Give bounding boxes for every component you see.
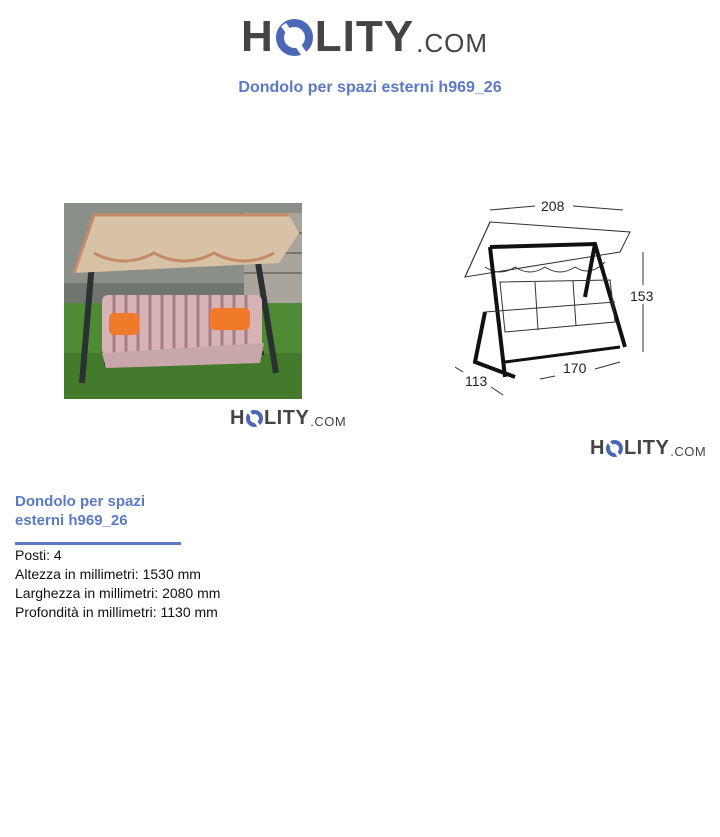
logo-suffix: .COM xyxy=(670,443,707,459)
spec-list xyxy=(15,546,220,622)
logo-suffix: .COM xyxy=(310,413,347,429)
title-divider xyxy=(15,542,181,545)
spec-label: Posti: xyxy=(15,547,54,563)
spec-label: Larghezza in millimetri: xyxy=(15,585,163,601)
spec-value: 2080 mm xyxy=(162,585,221,601)
holity-logo[interactable] xyxy=(241,12,488,62)
product-title-line2: esterni h969_26 xyxy=(15,512,128,529)
spec-label: Profondità in millimetri: xyxy=(15,604,161,620)
spec-value: 1130 mm xyxy=(160,604,218,620)
logo-text-lity: LITY xyxy=(263,407,310,429)
logo-text-lity: LITY xyxy=(623,437,670,459)
dim-depth-label: 113 xyxy=(465,373,488,389)
logo-ring-icon xyxy=(276,19,313,56)
holity-logo-drawing xyxy=(590,437,706,460)
logo-ring-icon xyxy=(246,410,263,427)
product-title xyxy=(15,492,185,530)
spec-label: Altezza in millimetri: xyxy=(15,566,143,582)
spec-value: 1530 mm xyxy=(142,566,201,582)
spec-row-width xyxy=(15,584,220,603)
product-photo xyxy=(64,203,302,399)
spec-value: 4 xyxy=(53,547,62,563)
logo-text-lity: LITY xyxy=(314,12,415,61)
logo-text-h: H xyxy=(590,437,605,459)
holity-logo-photo xyxy=(230,407,346,430)
dim-width-label: 208 xyxy=(541,198,565,214)
logo-text-h: H xyxy=(241,12,274,61)
page-title: Dondolo per spazi esterni h969_26 xyxy=(238,79,502,96)
spec-row-depth xyxy=(15,603,220,622)
logo-text-h: H xyxy=(230,407,245,429)
spec-row-seats xyxy=(15,546,220,565)
logo-ring-icon xyxy=(606,440,623,457)
dim-height-label: 153 xyxy=(630,288,654,304)
logo-suffix: .COM xyxy=(416,27,488,58)
dim-seat-label: 170 xyxy=(563,360,587,376)
product-title-line1: Dondolo per spazi xyxy=(15,493,146,510)
spec-row-height xyxy=(15,565,220,584)
